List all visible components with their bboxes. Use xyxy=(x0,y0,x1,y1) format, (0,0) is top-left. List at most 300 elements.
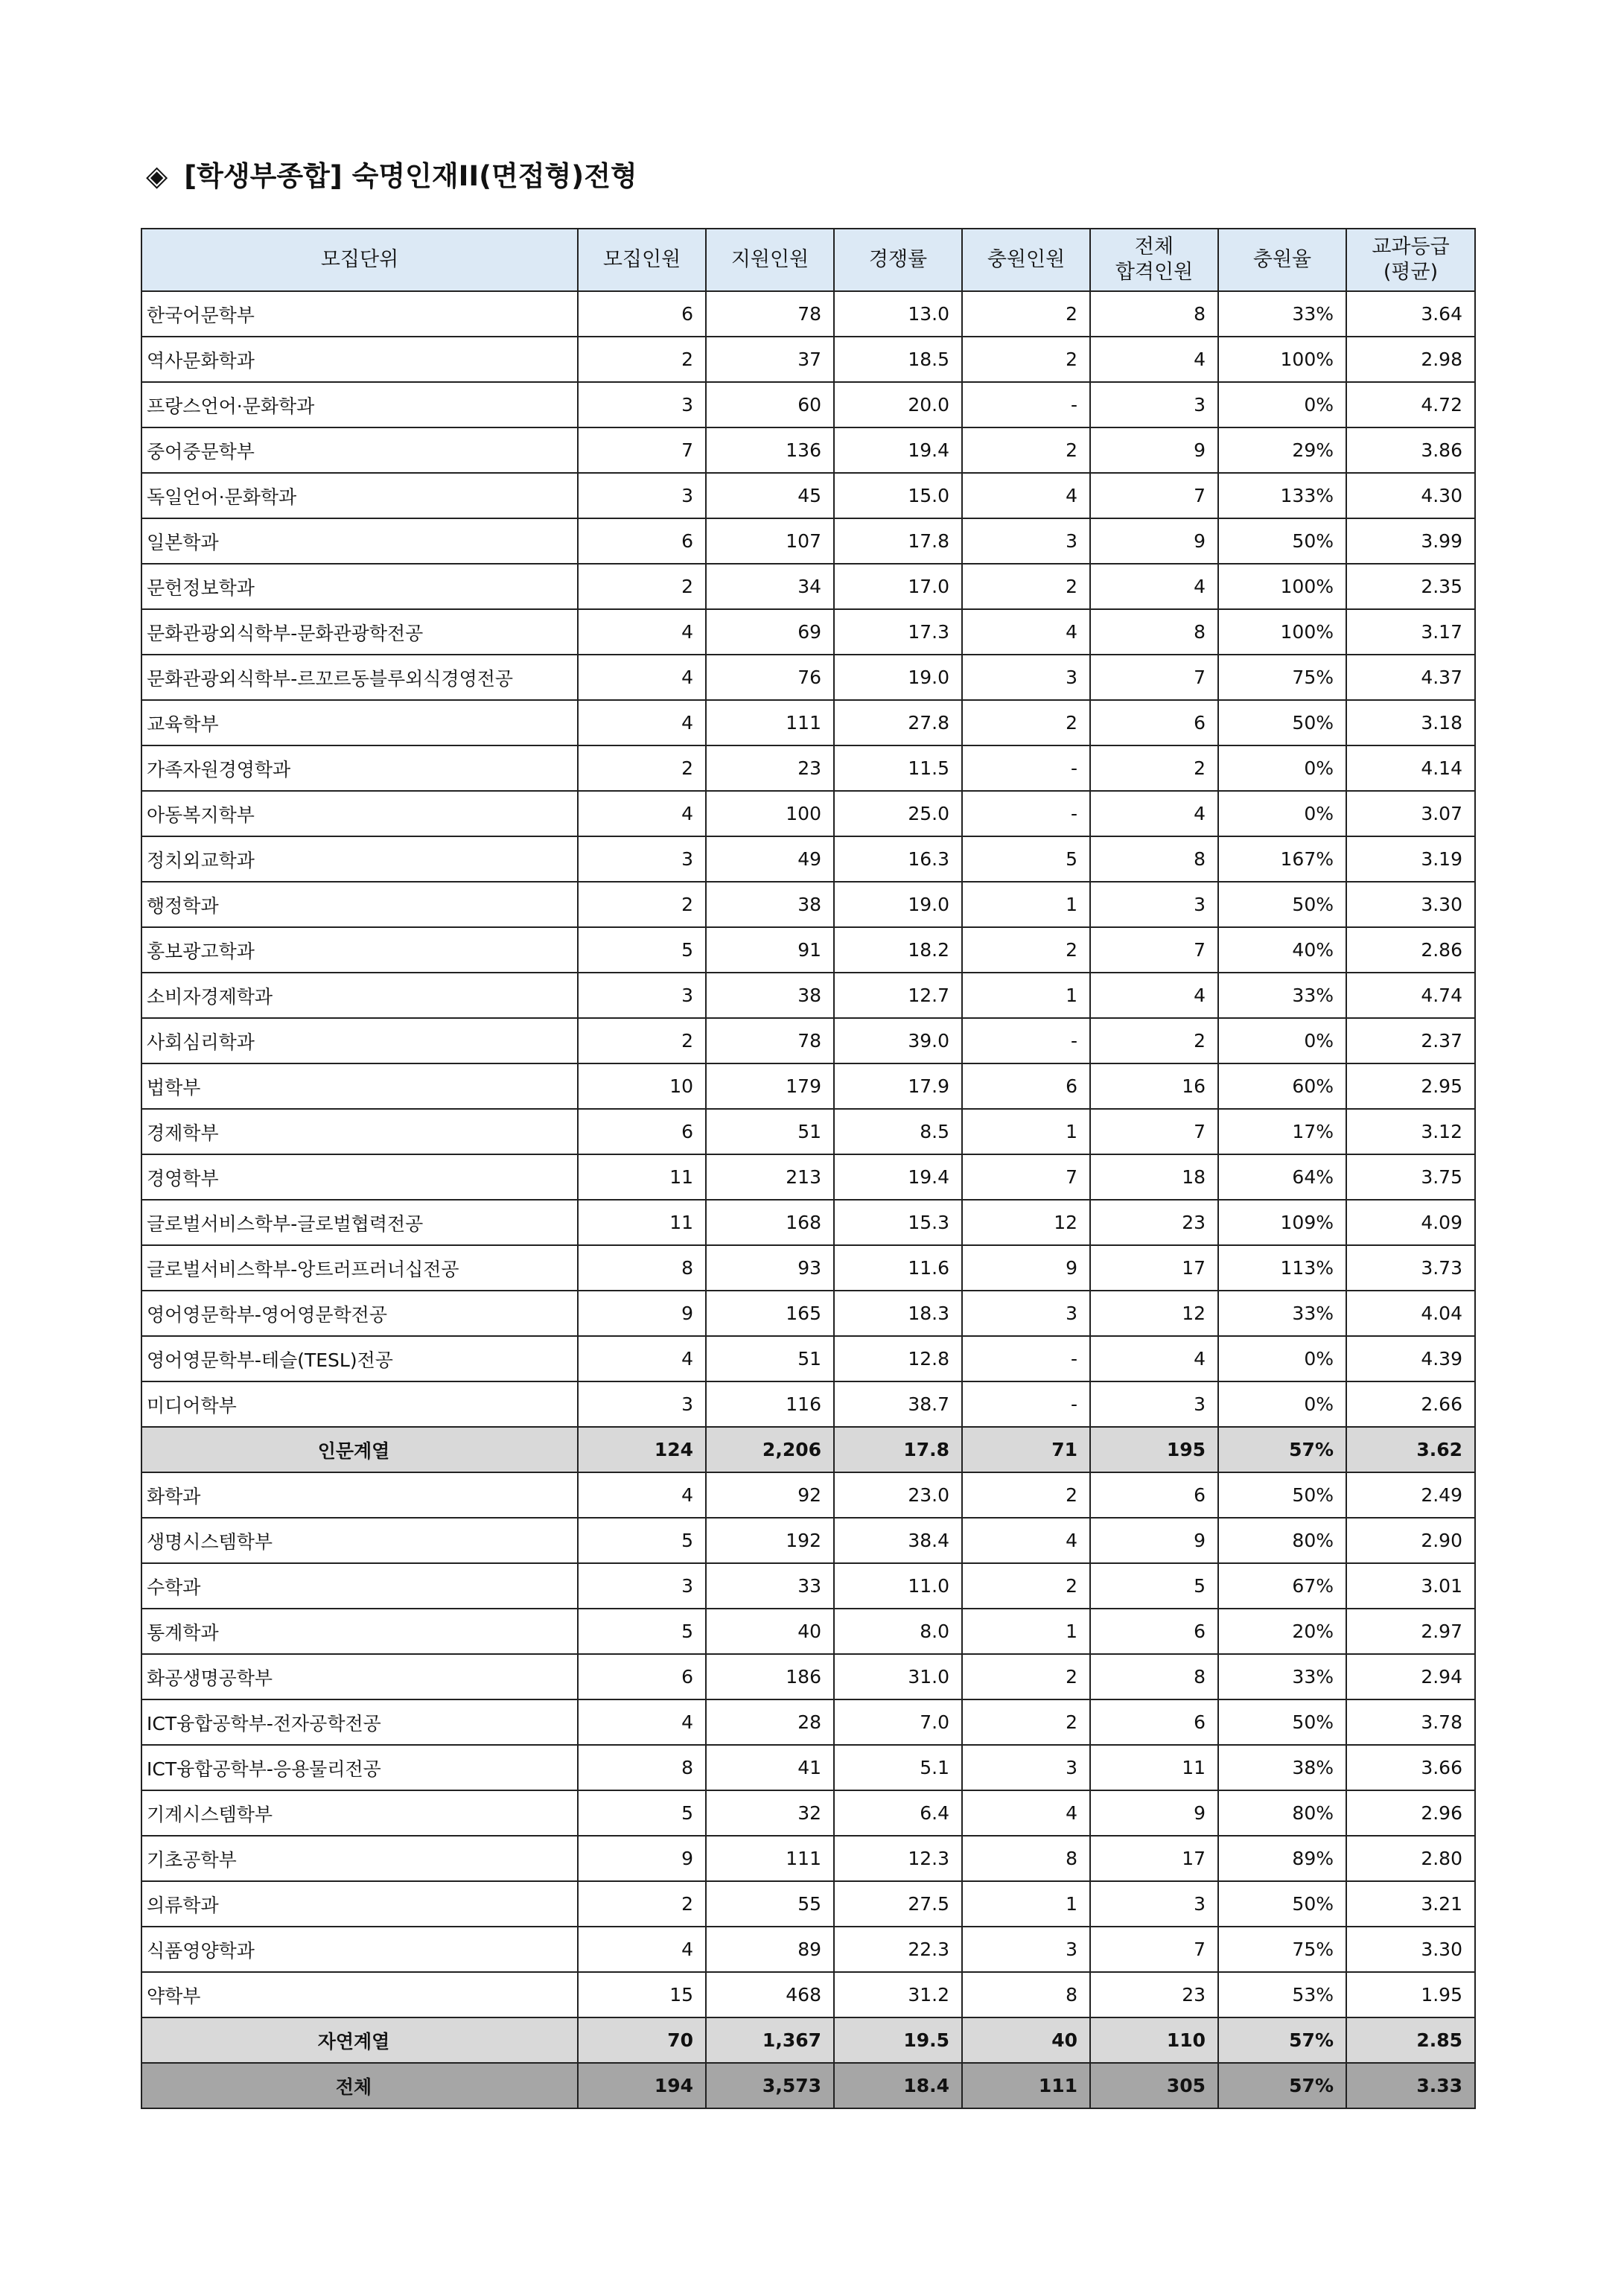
fill-rate-cell: 100% xyxy=(1218,337,1346,382)
grade-cell: 4.74 xyxy=(1346,973,1475,1018)
ratio-cell: 11.6 xyxy=(834,1245,962,1291)
grade-cell: 3.21 xyxy=(1346,1881,1475,1927)
table-row xyxy=(141,382,1475,427)
unit-cell: 프랑스언어·문화학과 xyxy=(141,382,578,427)
total-admitted-cell: 23 xyxy=(1090,1200,1218,1245)
applicants-cell: 33 xyxy=(706,1563,834,1609)
total-admitted-cell: 2 xyxy=(1090,1018,1218,1063)
quota-cell: 70 xyxy=(578,2017,706,2063)
quota-cell: 15 xyxy=(578,1972,706,2017)
additional-cell: 12 xyxy=(962,1200,1090,1245)
quota-cell: 2 xyxy=(578,1018,706,1063)
quota-cell: 9 xyxy=(578,1291,706,1336)
fill-rate-cell: 57% xyxy=(1218,1427,1346,1472)
ratio-cell: 23.0 xyxy=(834,1472,962,1518)
unit-cell: ICT융합공학부-전자공학전공 xyxy=(141,1699,578,1745)
unit-cell: 화공생명공학부 xyxy=(141,1654,578,1699)
additional-cell: 1 xyxy=(962,973,1090,1018)
quota-cell: 4 xyxy=(578,791,706,836)
applicants-cell: 38 xyxy=(706,973,834,1018)
grade-cell: 3.66 xyxy=(1346,1745,1475,1790)
ratio-cell: 5.1 xyxy=(834,1745,962,1790)
total-admitted-cell: 17 xyxy=(1090,1245,1218,1291)
grade-cell: 3.99 xyxy=(1346,518,1475,564)
table-row xyxy=(141,1518,1475,1563)
unit-cell: 약학부 xyxy=(141,1972,578,2017)
total-admitted-cell: 2 xyxy=(1090,745,1218,791)
fill-rate-cell: 50% xyxy=(1218,1472,1346,1518)
additional-cell: 8 xyxy=(962,1972,1090,2017)
ratio-cell: 27.5 xyxy=(834,1881,962,1927)
additional-cell: 3 xyxy=(962,518,1090,564)
total-admitted-cell: 305 xyxy=(1090,2063,1218,2108)
unit-cell: 법학부 xyxy=(141,1063,578,1109)
applicants-cell: 468 xyxy=(706,1972,834,2017)
ratio-cell: 18.4 xyxy=(834,2063,962,2108)
applicants-cell: 179 xyxy=(706,1063,834,1109)
ratio-cell: 18.2 xyxy=(834,927,962,973)
table-row xyxy=(141,1699,1475,1745)
grade-cell: 2.49 xyxy=(1346,1472,1475,1518)
grade-cell: 3.64 xyxy=(1346,291,1475,337)
ratio-cell: 17.3 xyxy=(834,609,962,655)
ratio-cell: 20.0 xyxy=(834,382,962,427)
table-row xyxy=(141,1654,1475,1699)
table-row xyxy=(141,1291,1475,1336)
quota-cell: 10 xyxy=(578,1063,706,1109)
total-admitted-cell: 9 xyxy=(1090,518,1218,564)
unit-cell: 자연계열 xyxy=(141,2017,578,2063)
fill-rate-cell: 33% xyxy=(1218,973,1346,1018)
applicants-cell: 37 xyxy=(706,337,834,382)
unit-cell: 글로벌서비스학부-글로벌협력전공 xyxy=(141,1200,578,1245)
quota-cell: 4 xyxy=(578,1336,706,1381)
fill-rate-cell: 57% xyxy=(1218,2017,1346,2063)
unit-cell: 전체 xyxy=(141,2063,578,2108)
grand-total-row xyxy=(141,2063,1475,2108)
diamond-bullet-icon: ◈ xyxy=(146,159,168,192)
unit-cell: 기계시스템학부 xyxy=(141,1790,578,1836)
ratio-cell: 31.0 xyxy=(834,1654,962,1699)
grade-cell: 3.86 xyxy=(1346,427,1475,473)
unit-cell: 식품영양학과 xyxy=(141,1927,578,1972)
quota-cell: 2 xyxy=(578,1881,706,1927)
total-admitted-cell: 4 xyxy=(1090,1336,1218,1381)
table-row xyxy=(141,927,1475,973)
subtotal-row xyxy=(141,1427,1475,1472)
applicants-cell: 111 xyxy=(706,1836,834,1881)
grade-cell: 3.30 xyxy=(1346,882,1475,927)
unit-cell: 일본학과 xyxy=(141,518,578,564)
ratio-cell: 25.0 xyxy=(834,791,962,836)
grade-cell: 4.30 xyxy=(1346,473,1475,518)
quota-cell: 4 xyxy=(578,655,706,700)
quota-cell: 3 xyxy=(578,473,706,518)
applicants-cell: 168 xyxy=(706,1200,834,1245)
additional-cell: 2 xyxy=(962,700,1090,745)
ratio-cell: 22.3 xyxy=(834,1927,962,1972)
grade-cell: 3.18 xyxy=(1346,700,1475,745)
fill-rate-cell: 113% xyxy=(1218,1245,1346,1291)
table-row xyxy=(141,1563,1475,1609)
additional-cell: - xyxy=(962,791,1090,836)
additional-cell: 5 xyxy=(962,836,1090,882)
quota-cell: 2 xyxy=(578,882,706,927)
total-admitted-cell: 3 xyxy=(1090,1881,1218,1927)
unit-cell: 영어영문학부-영어영문학전공 xyxy=(141,1291,578,1336)
additional-cell: - xyxy=(962,1381,1090,1427)
quota-cell: 7 xyxy=(578,427,706,473)
additional-cell: 2 xyxy=(962,1654,1090,1699)
table-row xyxy=(141,1927,1475,1972)
total-admitted-cell: 8 xyxy=(1090,836,1218,882)
quota-cell: 5 xyxy=(578,1518,706,1563)
table-row xyxy=(141,427,1475,473)
quota-cell: 6 xyxy=(578,1654,706,1699)
table-row xyxy=(141,836,1475,882)
quota-cell: 5 xyxy=(578,927,706,973)
applicants-cell: 28 xyxy=(706,1699,834,1745)
ratio-cell: 12.7 xyxy=(834,973,962,1018)
additional-cell: 3 xyxy=(962,655,1090,700)
applicants-cell: 76 xyxy=(706,655,834,700)
additional-cell: 4 xyxy=(962,609,1090,655)
applicants-cell: 34 xyxy=(706,564,834,609)
additional-cell: - xyxy=(962,745,1090,791)
grade-cell: 2.90 xyxy=(1346,1518,1475,1563)
unit-cell: 홍보광고학과 xyxy=(141,927,578,973)
applicants-cell: 45 xyxy=(706,473,834,518)
applicants-cell: 1,367 xyxy=(706,2017,834,2063)
applicants-cell: 186 xyxy=(706,1654,834,1699)
additional-cell: 1 xyxy=(962,882,1090,927)
additional-cell: 1 xyxy=(962,1109,1090,1154)
table-row xyxy=(141,609,1475,655)
additional-cell: - xyxy=(962,382,1090,427)
total-admitted-cell: 6 xyxy=(1090,1472,1218,1518)
fill-rate-cell: 167% xyxy=(1218,836,1346,882)
ratio-cell: 38.7 xyxy=(834,1381,962,1427)
table-row xyxy=(141,337,1475,382)
fill-rate-cell: 0% xyxy=(1218,382,1346,427)
additional-cell: - xyxy=(962,1018,1090,1063)
total-admitted-cell: 12 xyxy=(1090,1291,1218,1336)
applicants-cell: 69 xyxy=(706,609,834,655)
grade-cell: 4.09 xyxy=(1346,1200,1475,1245)
additional-cell: 1 xyxy=(962,1609,1090,1654)
table-row xyxy=(141,973,1475,1018)
ratio-cell: 15.0 xyxy=(834,473,962,518)
applicants-cell: 213 xyxy=(706,1154,834,1200)
quota-cell: 6 xyxy=(578,291,706,337)
fill-rate-cell: 0% xyxy=(1218,1336,1346,1381)
applicants-cell: 60 xyxy=(706,382,834,427)
grade-cell: 3.75 xyxy=(1346,1154,1475,1200)
total-admitted-cell: 3 xyxy=(1090,382,1218,427)
unit-cell: 한국어문학부 xyxy=(141,291,578,337)
ratio-cell: 31.2 xyxy=(834,1972,962,2017)
additional-cell: 2 xyxy=(962,337,1090,382)
header-total-line1: 전체 xyxy=(1134,235,1174,258)
table-row xyxy=(141,1154,1475,1200)
unit-cell: 문헌정보학과 xyxy=(141,564,578,609)
fill-rate-cell: 64% xyxy=(1218,1154,1346,1200)
additional-cell: 71 xyxy=(962,1427,1090,1472)
quota-cell: 8 xyxy=(578,1745,706,1790)
ratio-cell: 16.3 xyxy=(834,836,962,882)
quota-cell: 6 xyxy=(578,1109,706,1154)
applicants-cell: 49 xyxy=(706,836,834,882)
applicants-cell: 107 xyxy=(706,518,834,564)
applicants-cell: 51 xyxy=(706,1336,834,1381)
total-admitted-cell: 8 xyxy=(1090,1654,1218,1699)
total-admitted-cell: 5 xyxy=(1090,1563,1218,1609)
applicants-cell: 116 xyxy=(706,1381,834,1427)
additional-cell: 4 xyxy=(962,1518,1090,1563)
page-title xyxy=(146,153,637,194)
applicants-cell: 55 xyxy=(706,1881,834,1927)
grade-cell: 2.66 xyxy=(1346,1381,1475,1427)
additional-cell: 3 xyxy=(962,1745,1090,1790)
total-admitted-cell: 6 xyxy=(1090,1699,1218,1745)
grade-cell: 3.12 xyxy=(1346,1109,1475,1154)
total-admitted-cell: 9 xyxy=(1090,427,1218,473)
ratio-cell: 11.5 xyxy=(834,745,962,791)
table-row xyxy=(141,564,1475,609)
ratio-cell: 38.4 xyxy=(834,1518,962,1563)
subtotal-row xyxy=(141,2017,1475,2063)
table-row xyxy=(141,1381,1475,1427)
table-row xyxy=(141,1109,1475,1154)
fill-rate-cell: 29% xyxy=(1218,427,1346,473)
unit-cell: 소비자경제학과 xyxy=(141,973,578,1018)
additional-cell: 111 xyxy=(962,2063,1090,2108)
additional-cell: 2 xyxy=(962,427,1090,473)
ratio-cell: 39.0 xyxy=(834,1018,962,1063)
ratio-cell: 19.5 xyxy=(834,2017,962,2063)
grade-cell: 3.78 xyxy=(1346,1699,1475,1745)
ratio-cell: 13.0 xyxy=(834,291,962,337)
fill-rate-cell: 40% xyxy=(1218,927,1346,973)
quota-cell: 3 xyxy=(578,836,706,882)
additional-cell: 2 xyxy=(962,1699,1090,1745)
quota-cell: 4 xyxy=(578,1927,706,1972)
table-row xyxy=(141,700,1475,745)
quota-cell: 3 xyxy=(578,973,706,1018)
table-row xyxy=(141,518,1475,564)
grade-cell: 4.14 xyxy=(1346,745,1475,791)
ratio-cell: 11.0 xyxy=(834,1563,962,1609)
quota-cell: 5 xyxy=(578,1790,706,1836)
applicants-cell: 111 xyxy=(706,700,834,745)
quota-cell: 3 xyxy=(578,1563,706,1609)
applicants-cell: 78 xyxy=(706,291,834,337)
total-admitted-cell: 18 xyxy=(1090,1154,1218,1200)
grade-cell: 3.19 xyxy=(1346,836,1475,882)
ratio-cell: 19.4 xyxy=(834,1154,962,1200)
additional-cell: - xyxy=(962,1336,1090,1381)
total-admitted-cell: 7 xyxy=(1090,1927,1218,1972)
fill-rate-cell: 60% xyxy=(1218,1063,1346,1109)
header-applicants: 지원인원 xyxy=(706,229,834,291)
grade-cell: 2.80 xyxy=(1346,1836,1475,1881)
additional-cell: 8 xyxy=(962,1836,1090,1881)
total-admitted-cell: 4 xyxy=(1090,564,1218,609)
fill-rate-cell: 57% xyxy=(1218,2063,1346,2108)
header-grade-line1: 교과등급 xyxy=(1372,235,1450,258)
grade-cell: 2.97 xyxy=(1346,1609,1475,1654)
unit-cell: 통계학과 xyxy=(141,1609,578,1654)
ratio-cell: 18.3 xyxy=(834,1291,962,1336)
additional-cell: 4 xyxy=(962,473,1090,518)
applicants-cell: 38 xyxy=(706,882,834,927)
table-row xyxy=(141,1745,1475,1790)
quota-cell: 5 xyxy=(578,1609,706,1654)
fill-rate-cell: 33% xyxy=(1218,1291,1346,1336)
unit-cell: 독일언어·문화학과 xyxy=(141,473,578,518)
table-row xyxy=(141,1881,1475,1927)
additional-cell: 2 xyxy=(962,564,1090,609)
total-admitted-cell: 23 xyxy=(1090,1972,1218,2017)
applicants-cell: 93 xyxy=(706,1245,834,1291)
fill-rate-cell: 109% xyxy=(1218,1200,1346,1245)
grade-cell: 4.39 xyxy=(1346,1336,1475,1381)
fill-rate-cell: 0% xyxy=(1218,1381,1346,1427)
header-fill-rate: 충원율 xyxy=(1218,229,1346,291)
quota-cell: 2 xyxy=(578,564,706,609)
additional-cell: 40 xyxy=(962,2017,1090,2063)
grade-cell: 4.37 xyxy=(1346,655,1475,700)
fill-rate-cell: 33% xyxy=(1218,291,1346,337)
grade-cell: 2.85 xyxy=(1346,2017,1475,2063)
ratio-cell: 17.0 xyxy=(834,564,962,609)
ratio-cell: 12.3 xyxy=(834,1836,962,1881)
fill-rate-cell: 0% xyxy=(1218,745,1346,791)
total-admitted-cell: 16 xyxy=(1090,1063,1218,1109)
table-row xyxy=(141,1790,1475,1836)
unit-cell: 영어영문학부-테슬(TESL)전공 xyxy=(141,1336,578,1381)
title-text: [학생부종합] 숙명인재II(면접형)전형 xyxy=(184,160,637,192)
quota-cell: 4 xyxy=(578,609,706,655)
applicants-cell: 51 xyxy=(706,1109,834,1154)
quota-cell: 4 xyxy=(578,1699,706,1745)
header-grade xyxy=(1346,229,1475,291)
unit-cell: 문화관광외식학부-문화관광학전공 xyxy=(141,609,578,655)
header-quota: 모집인원 xyxy=(578,229,706,291)
unit-cell: 행정학과 xyxy=(141,882,578,927)
table-row xyxy=(141,473,1475,518)
quota-cell: 11 xyxy=(578,1154,706,1200)
fill-rate-cell: 80% xyxy=(1218,1790,1346,1836)
ratio-cell: 17.8 xyxy=(834,1427,962,1472)
table-row xyxy=(141,1018,1475,1063)
ratio-cell: 12.8 xyxy=(834,1336,962,1381)
total-admitted-cell: 9 xyxy=(1090,1518,1218,1563)
unit-cell: 수학과 xyxy=(141,1563,578,1609)
ratio-cell: 18.5 xyxy=(834,337,962,382)
unit-cell: 생명시스템학부 xyxy=(141,1518,578,1563)
quota-cell: 9 xyxy=(578,1836,706,1881)
fill-rate-cell: 0% xyxy=(1218,791,1346,836)
additional-cell: 4 xyxy=(962,1790,1090,1836)
fill-rate-cell: 50% xyxy=(1218,882,1346,927)
quota-cell: 11 xyxy=(578,1200,706,1245)
table-row xyxy=(141,1836,1475,1881)
total-admitted-cell: 4 xyxy=(1090,791,1218,836)
table-row xyxy=(141,745,1475,791)
table-row xyxy=(141,1245,1475,1291)
fill-rate-cell: 89% xyxy=(1218,1836,1346,1881)
fill-rate-cell: 100% xyxy=(1218,609,1346,655)
ratio-cell: 19.0 xyxy=(834,655,962,700)
quota-cell: 2 xyxy=(578,337,706,382)
table-row xyxy=(141,882,1475,927)
grade-cell: 2.98 xyxy=(1346,337,1475,382)
grade-cell: 2.94 xyxy=(1346,1654,1475,1699)
table-row xyxy=(141,1336,1475,1381)
ratio-cell: 17.8 xyxy=(834,518,962,564)
ratio-cell: 8.0 xyxy=(834,1609,962,1654)
unit-cell: 경제학부 xyxy=(141,1109,578,1154)
fill-rate-cell: 20% xyxy=(1218,1609,1346,1654)
applicants-cell: 3,573 xyxy=(706,2063,834,2108)
total-admitted-cell: 8 xyxy=(1090,291,1218,337)
unit-cell: 글로벌서비스학부-앙트러프러너십전공 xyxy=(141,1245,578,1291)
unit-cell: 중어중문학부 xyxy=(141,427,578,473)
ratio-cell: 7.0 xyxy=(834,1699,962,1745)
grade-cell: 2.95 xyxy=(1346,1063,1475,1109)
total-admitted-cell: 6 xyxy=(1090,700,1218,745)
table-row xyxy=(141,1063,1475,1109)
ratio-cell: 8.5 xyxy=(834,1109,962,1154)
applicants-cell: 41 xyxy=(706,1745,834,1790)
header-additional: 충원인원 xyxy=(962,229,1090,291)
grade-cell: 3.73 xyxy=(1346,1245,1475,1291)
fill-rate-cell: 50% xyxy=(1218,1881,1346,1927)
unit-cell: 가족자원경영학과 xyxy=(141,745,578,791)
total-admitted-cell: 17 xyxy=(1090,1836,1218,1881)
additional-cell: 3 xyxy=(962,1927,1090,1972)
quota-cell: 8 xyxy=(578,1245,706,1291)
total-admitted-cell: 8 xyxy=(1090,609,1218,655)
grade-cell: 3.17 xyxy=(1346,609,1475,655)
ratio-cell: 27.8 xyxy=(834,700,962,745)
fill-rate-cell: 38% xyxy=(1218,1745,1346,1790)
table-row xyxy=(141,1200,1475,1245)
unit-cell: 기초공학부 xyxy=(141,1836,578,1881)
unit-cell: 경영학부 xyxy=(141,1154,578,1200)
applicants-cell: 165 xyxy=(706,1291,834,1336)
unit-cell: 미디어학부 xyxy=(141,1381,578,1427)
additional-cell: 2 xyxy=(962,1472,1090,1518)
total-admitted-cell: 195 xyxy=(1090,1427,1218,1472)
quota-cell: 3 xyxy=(578,1381,706,1427)
additional-cell: 1 xyxy=(962,1881,1090,1927)
table-header-row xyxy=(141,229,1475,291)
grade-cell: 3.62 xyxy=(1346,1427,1475,1472)
fill-rate-cell: 50% xyxy=(1218,1699,1346,1745)
grade-cell: 2.37 xyxy=(1346,1018,1475,1063)
grade-cell: 2.86 xyxy=(1346,927,1475,973)
unit-cell: 의류학과 xyxy=(141,1881,578,1927)
header-grade-line2: (평균) xyxy=(1383,261,1439,284)
total-admitted-cell: 7 xyxy=(1090,655,1218,700)
total-admitted-cell: 3 xyxy=(1090,1381,1218,1427)
grade-cell: 3.30 xyxy=(1346,1927,1475,1972)
unit-cell: 화학과 xyxy=(141,1472,578,1518)
additional-cell: 6 xyxy=(962,1063,1090,1109)
ratio-cell: 19.0 xyxy=(834,882,962,927)
